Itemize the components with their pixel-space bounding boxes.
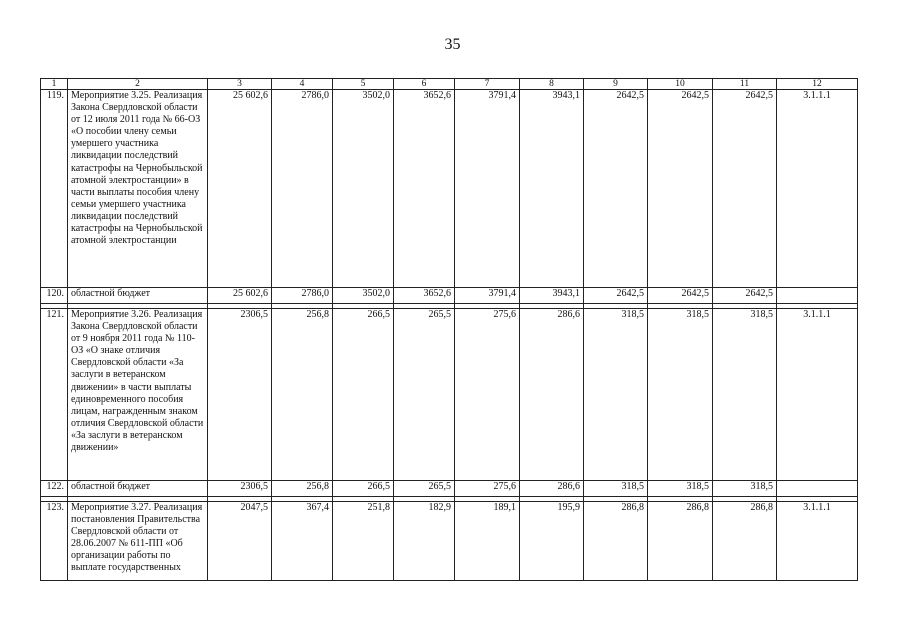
cell-value: 2047,5: [208, 502, 272, 581]
program-table: [40, 78, 858, 581]
row-number: 120.: [41, 288, 68, 304]
cell-value: 3502,0: [333, 90, 394, 288]
cell-value: 2786,0: [272, 288, 333, 304]
cell-value: 2642,5: [713, 90, 777, 288]
cell-value: 2642,5: [584, 90, 648, 288]
row-number: 122.: [41, 481, 68, 497]
cell-value: 2306,5: [208, 481, 272, 497]
column-header: 11: [713, 79, 777, 90]
cell-value: 266,5: [333, 309, 394, 481]
cell-value: 195,9: [520, 502, 584, 581]
column-header: 6: [394, 79, 455, 90]
row-name: Мероприятие 3.27. Реализация постановления Правительства Свердловской области от 28.06.2007 № 611-ПП «Об организации работы по выплате государственных: [68, 502, 208, 581]
target-code: [777, 481, 858, 497]
cell-value: 318,5: [648, 481, 713, 497]
cell-value: 318,5: [584, 309, 648, 481]
row-number: 123.: [41, 502, 68, 581]
cell-value: 3791,4: [455, 288, 520, 304]
cell-value: 367,4: [272, 502, 333, 581]
page-number: 35: [444, 36, 461, 53]
cell-value: 256,8: [272, 309, 333, 481]
column-header: 9: [584, 79, 648, 90]
column-header: 3: [208, 79, 272, 90]
cell-value: 3652,6: [394, 288, 455, 304]
cell-value: 3652,6: [394, 90, 455, 288]
table-row: [41, 288, 858, 304]
cell-value: 256,8: [272, 481, 333, 497]
table-header-row: [41, 79, 858, 90]
cell-value: 275,6: [455, 481, 520, 497]
cell-value: 3943,1: [520, 90, 584, 288]
cell-value: 3502,0: [333, 288, 394, 304]
column-header: 7: [455, 79, 520, 90]
cell-value: 286,8: [648, 502, 713, 581]
row-number: 119.: [41, 90, 68, 288]
target-code: 3.1.1.1: [777, 502, 858, 581]
target-code: 3.1.1.1: [777, 90, 858, 288]
cell-value: 286,6: [520, 309, 584, 481]
column-header: 2: [68, 79, 208, 90]
column-header: 5: [333, 79, 394, 90]
cell-value: 318,5: [648, 309, 713, 481]
cell-value: 2642,5: [648, 90, 713, 288]
cell-value: 266,5: [333, 481, 394, 497]
cell-value: 318,5: [713, 309, 777, 481]
cell-value: 286,8: [584, 502, 648, 581]
row-number: 121.: [41, 309, 68, 481]
cell-value: 182,9: [394, 502, 455, 581]
cell-value: 3791,4: [455, 90, 520, 288]
column-header: 12: [777, 79, 858, 90]
cell-value: 265,5: [394, 309, 455, 481]
cell-value: 2306,5: [208, 309, 272, 481]
cell-value: 3943,1: [520, 288, 584, 304]
cell-value: 25 602,6: [208, 90, 272, 288]
cell-value: 189,1: [455, 502, 520, 581]
cell-value: 286,8: [713, 502, 777, 581]
column-header: 10: [648, 79, 713, 90]
table-row: [41, 309, 858, 481]
row-name: Мероприятие 3.26. Реализация Закона Свердловской области от 9 ноября 2011 года № 110-ОЗ «О знаке отличия Свердловской области «За заслуги в ветеранском движении» в части выплаты единовременного пособия лицам, награжденным знаком отличия Свердловской области «За заслуги в ветеранском движении»: [68, 309, 208, 481]
cell-value: 2642,5: [584, 288, 648, 304]
column-header: 8: [520, 79, 584, 90]
row-name: Мероприятие 3.25. Реализация Закона Свердловской области от 12 июля 2011 года № 66-ОЗ «О пособии члену семьи умершего участника ликвидации последствий катастрофы на Чернобыльской атомной электростанции» в части выплаты пособия члену семьи умершего участника ликвидации последствий катастрофы на Чернобыльской атомной электростанции: [68, 90, 208, 288]
column-header: 4: [272, 79, 333, 90]
target-code: 3.1.1.1: [777, 309, 858, 481]
row-name: областной бюджет: [68, 481, 208, 497]
cell-value: 275,6: [455, 309, 520, 481]
table-row: [41, 502, 858, 581]
column-header: 1: [41, 79, 68, 90]
cell-value: 318,5: [584, 481, 648, 497]
cell-value: 318,5: [713, 481, 777, 497]
row-name: областной бюджет: [68, 288, 208, 304]
cell-value: 286,6: [520, 481, 584, 497]
cell-value: 2642,5: [648, 288, 713, 304]
cell-value: 2786,0: [272, 90, 333, 288]
table-row: [41, 481, 858, 497]
target-code: [777, 288, 858, 304]
cell-value: 251,8: [333, 502, 394, 581]
cell-value: 2642,5: [713, 288, 777, 304]
cell-value: 25 602,6: [208, 288, 272, 304]
cell-value: 265,5: [394, 481, 455, 497]
table-row: [41, 90, 858, 288]
